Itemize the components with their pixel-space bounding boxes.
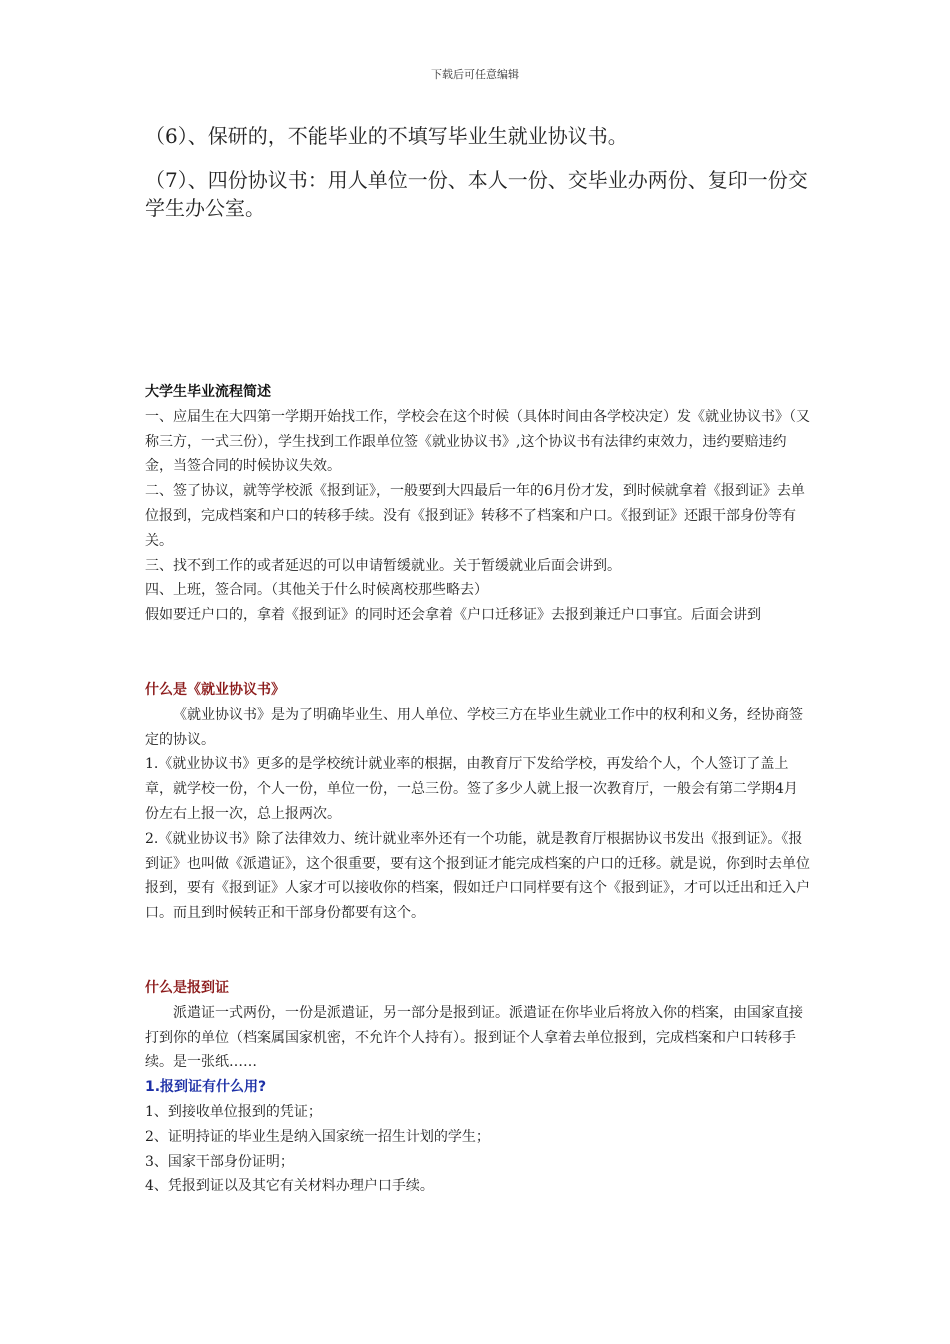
section-title-report-certificate: 什么是报到证 [145,980,229,996]
section-title-employment-agreement: 什么是《就业协议书》 [145,682,285,698]
section-report-certificate [145,976,810,1199]
subsection-title-report-certificate-use: 1.报到证有什么用? [145,1079,267,1096]
item-6: （6）、保研的，不能毕业的不填写毕业生就业协议书。 [145,124,628,148]
paragraph: 四、上班，签合同。（其他关于什么时候离校那些略去） [145,582,488,599]
paragraph: 派遣证一式两份，一份是派遣证，另一部分是报到证。派遣证在你毕业后将放入你的档案，由国家直接打到你的单位（档案属国家机密，不允许个人持有）。报到证个人拿着去单位报到，完成档案和户口转移手续。是一张纸…… [145,1004,803,1071]
paragraph: 一、应届生在大四第一学期开始找工作，学校会在这个时候（具体时间由各学校决定）发《就业协议书》（又称三方，一式三份），学生找到工作跟单位签《就业协议书》,这个协议书有法律约束效力，违约要赔违约金，当签合同的时候协议失效。 [145,408,810,475]
paragraph: 二、签了协议，就等学校派《报到证》，一般要到大四最后一年的6月份才发，到时候就拿着《报到证》去单位报到，完成档案和户口的转移手续。没有《报到证》转移不了档案和户口。《报到证》还跟干部身份等有关。 [145,483,805,549]
paragraph: 假如要迁户口的，拿着《报到证》的同时还会拿着《户口迁移证》去报到兼迁户口事宜。后面会讲到 [145,607,761,624]
paragraph: 1.《就业协议书》更多的是学校统计就业率的根据，由教育厅下发给学校，再发给个人，个人签订了盖上章，就学校一份，个人一份，单位一份，一总三份。签了多少人就上报一次教育厅，一般会有第二学期4月份左右上报一次，总上报两次。 [145,756,798,822]
list-item: 2、证明持证的毕业生是纳入国家统一招生计划的学生； [145,1128,490,1145]
paragraph: 《就业协议书》是为了明确毕业生、用人单位、学校三方在毕业生就业工作中的权利和义务，经协商签定的协议。 [145,706,803,748]
list-item: 1、到接收单位报到的凭证； [145,1103,322,1120]
section-employment-agreement [145,678,810,926]
section-graduation-process [145,380,810,628]
list-item: 3、国家干部身份证明； [145,1153,294,1170]
paragraph: 2.《就业协议书》除了法律效力、统计就业率外还有一个功能，就是教育厅根据协议书发出《报到证》。《报到证》也叫做《派遣证》，这个很重要，要有这个报到证才能完成档案的户口的迁移。就是说，你到时去单位报到，要有《报到证》人家才可以接收你的档案，假如迁户口同样要有这个《报到证》，才可以迁出和迁入户口。而且到时候转正和干部身份都要有这个。 [145,830,810,922]
paragraph: 三、找不到工作的或者延迟的可以申请暂缓就业。关于暂缓就业后面会讲到。 [145,557,621,574]
section-title-graduation-process: 大学生毕业流程简述 [145,384,271,400]
item-7: （7）、四份协议书：用人单位一份、本人一份、交毕业办两份、复印一份交学生办公室。 [145,168,808,220]
list-item: 4、凭报到证以及其它有关材料办理户口手续。 [145,1178,434,1195]
page-header-note: 下载后可任意编辑 [431,68,519,81]
